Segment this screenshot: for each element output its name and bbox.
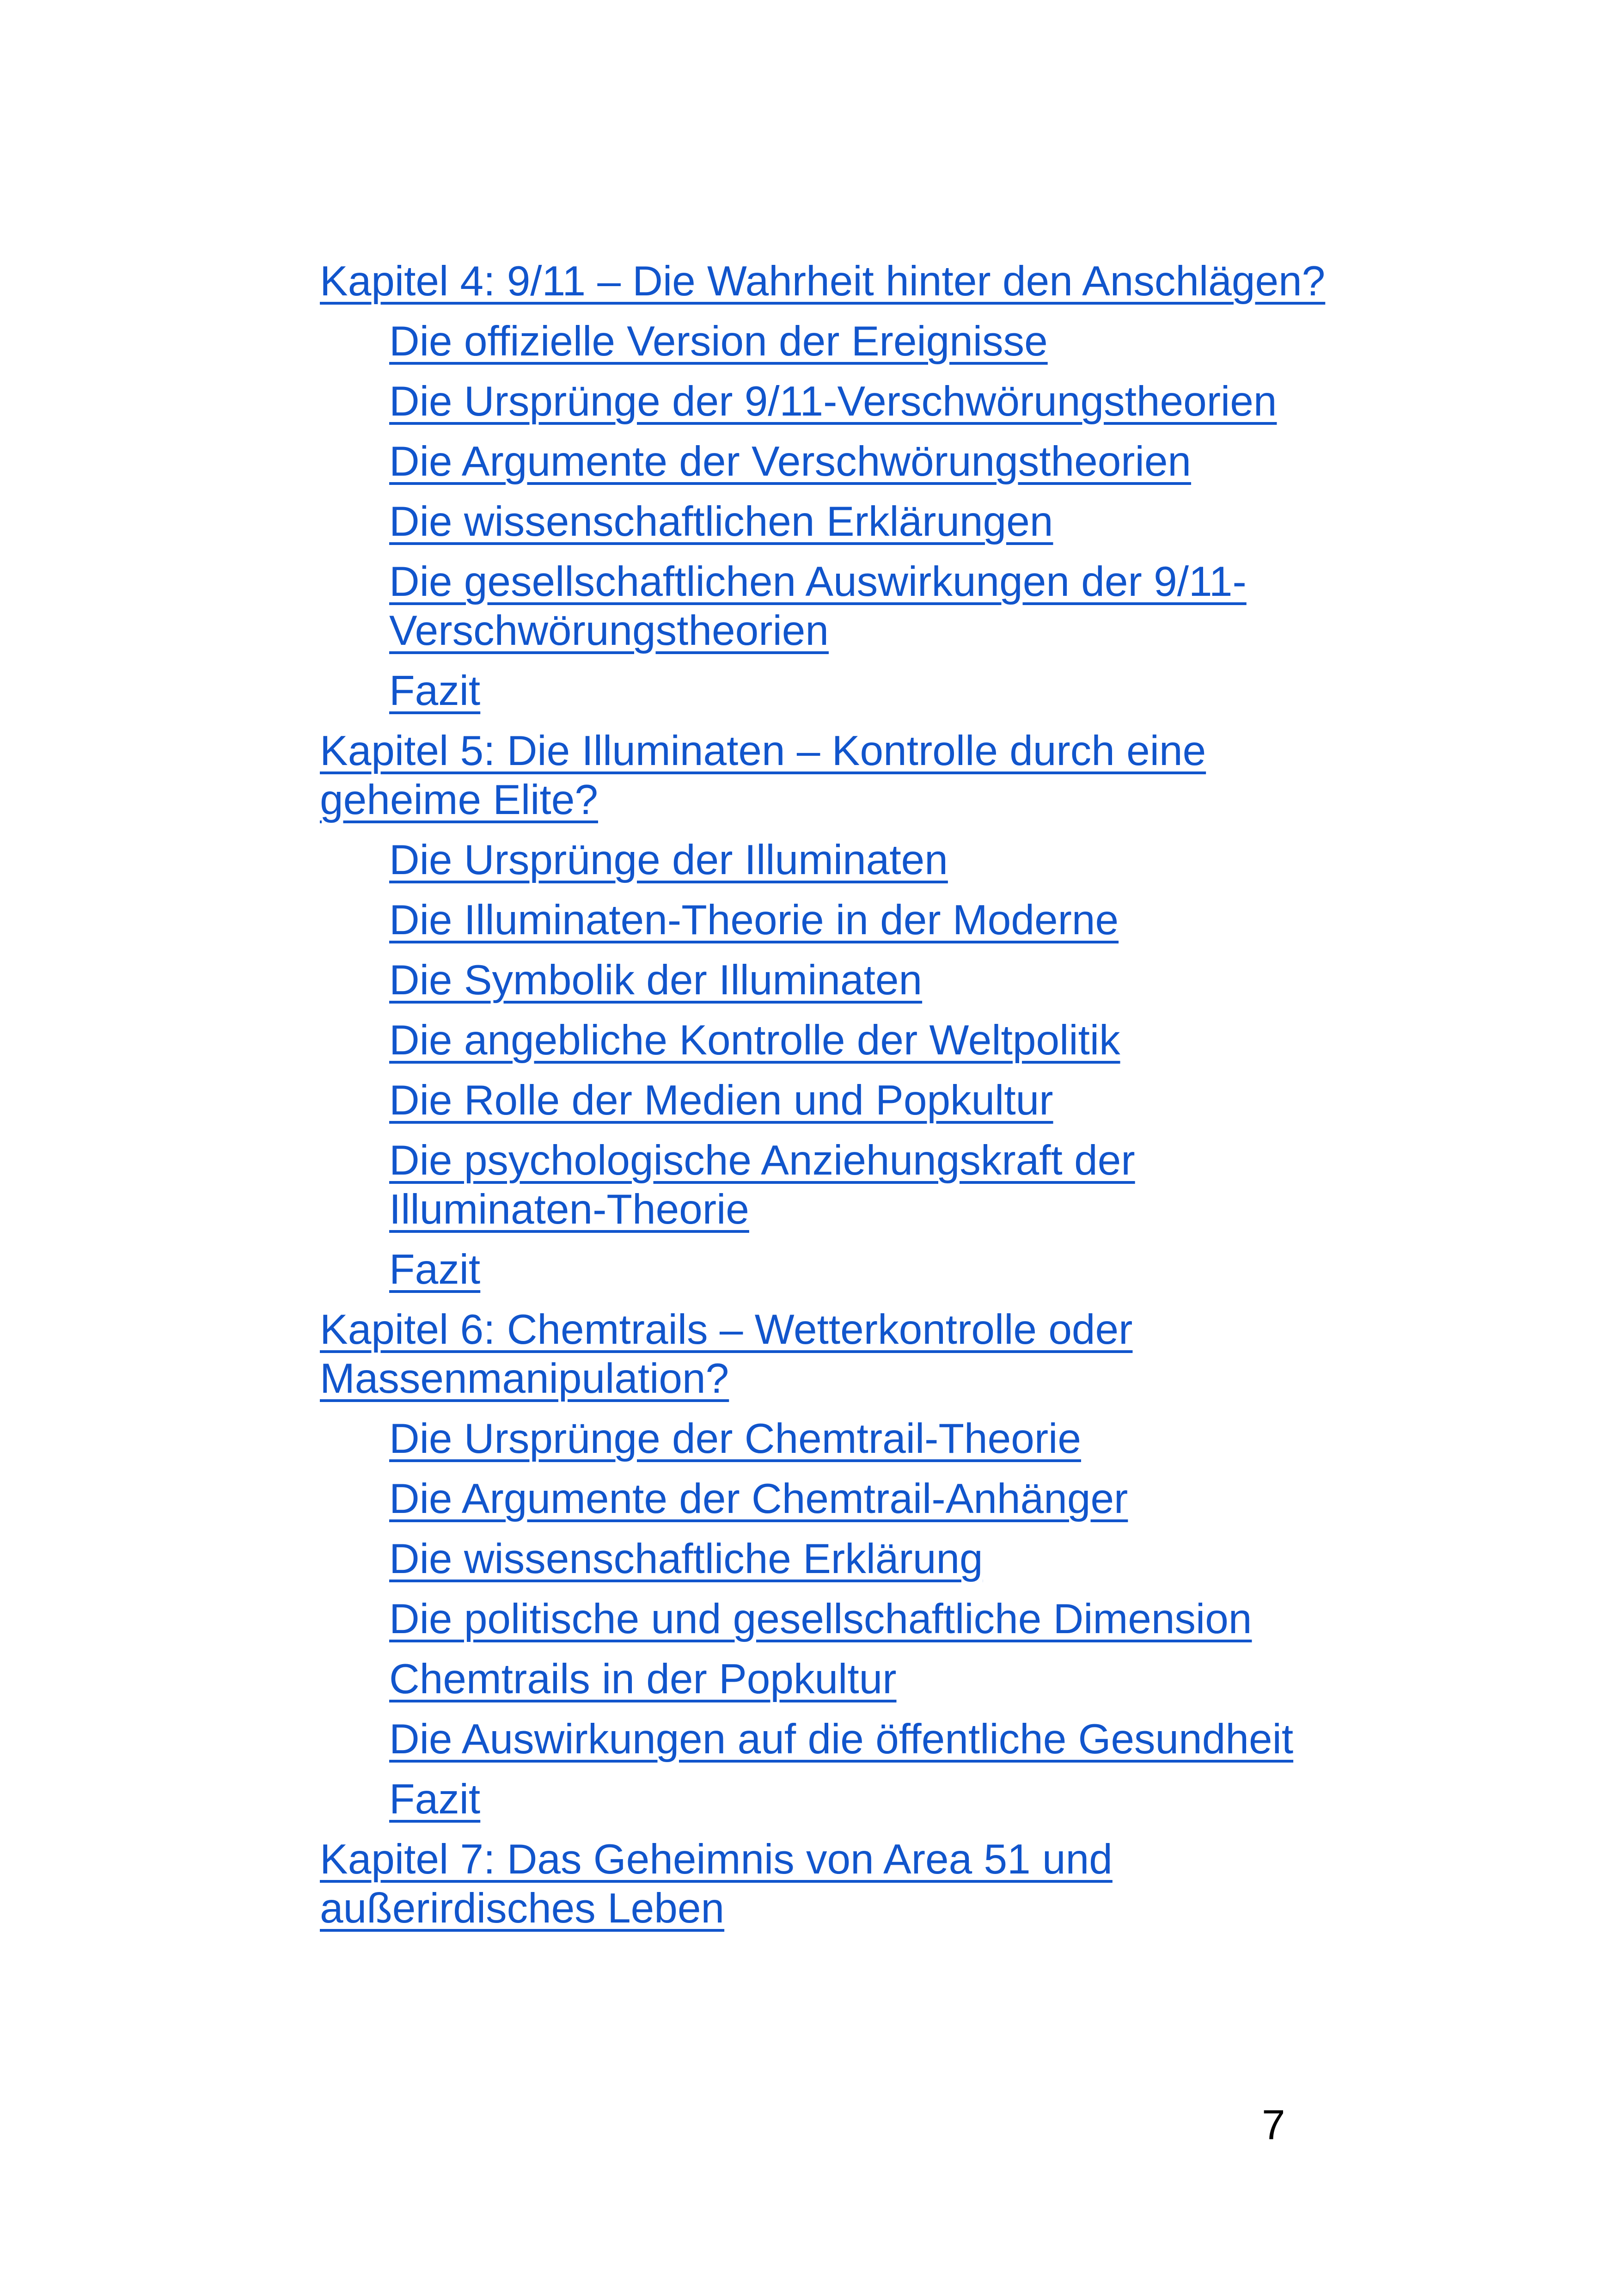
toc-chapter-4[interactable]: Kapitel 4: 9/11 – Die Wahrheit hinter den Anschlägen?	[320, 258, 1326, 305]
toc-section[interactable]: Die Illuminaten-Theorie in der Moderne	[389, 897, 1119, 943]
toc-section-fazit[interactable]: Fazit	[389, 1246, 481, 1293]
toc-section[interactable]: Die angebliche Kontrolle der Weltpolitik	[389, 1017, 1120, 1064]
toc-section[interactable]: Die Symbolik der Illuminaten	[389, 957, 923, 1004]
toc-section[interactable]: Die gesellschaftlichen Auswirkungen der 9/11-Verschwörungstheorien	[389, 558, 1247, 654]
toc-section[interactable]: Chemtrails in der Popkultur	[389, 1656, 897, 1702]
toc-section[interactable]: Die politische und gesellschaftliche Dimension	[389, 1596, 1252, 1642]
toc-section[interactable]: Die Argumente der Chemtrail-Anhänger	[389, 1476, 1128, 1522]
page-number: 7	[1262, 2102, 1285, 2149]
toc-section[interactable]: Die psychologische Anziehungskraft der Illuminaten-Theorie	[389, 1137, 1135, 1233]
toc-section[interactable]: Die Ursprünge der Illuminaten	[389, 837, 948, 883]
toc-chapter-6[interactable]: Kapitel 6: Chemtrails – Wetterkontrolle oder Massenmanipulation?	[320, 1306, 1133, 1402]
toc-section-fazit[interactable]: Fazit	[389, 1776, 481, 1823]
toc-section-fazit[interactable]: Fazit	[389, 667, 481, 714]
toc-chapter-7[interactable]: Kapitel 7: Das Geheimnis von Area 51 und außerirdisches Leben	[320, 1836, 1113, 1932]
toc-section[interactable]: Die Argumente der Verschwörungstheorien	[389, 438, 1192, 485]
toc-section[interactable]: Die Rolle der Medien und Popkultur	[389, 1077, 1053, 1124]
toc-chapter-5[interactable]: Kapitel 5: Die Illuminaten – Kontrolle durch eine geheime Elite?	[320, 728, 1206, 823]
toc-section[interactable]: Die Ursprünge der 9/11-Verschwörungstheorien	[389, 378, 1277, 425]
toc-section[interactable]: Die wissenschaftliche Erklärung	[389, 1536, 983, 1582]
table-of-contents	[320, 257, 1337, 1933]
toc-section[interactable]: Die Auswirkungen auf die öffentliche Gesundheit	[389, 1716, 1294, 1763]
toc-section[interactable]: Die Ursprünge der Chemtrail-Theorie	[389, 1415, 1082, 1462]
toc-section[interactable]: Die offizielle Version der Ereignisse	[389, 318, 1048, 365]
toc-section[interactable]: Die wissenschaftlichen Erklärungen	[389, 498, 1053, 545]
